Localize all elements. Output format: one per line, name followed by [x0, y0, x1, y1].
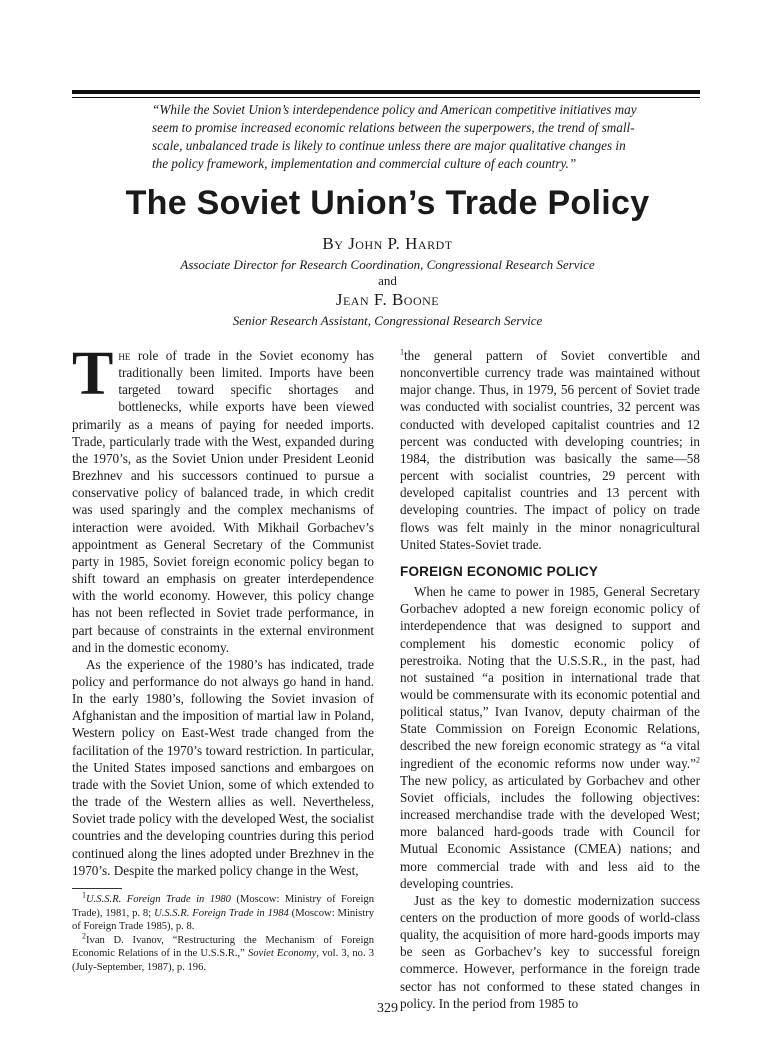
- first-word-rest: he: [118, 348, 131, 363]
- footnote-1-source-a: U.S.S.R. Foreign Trade in 1980: [86, 894, 231, 905]
- footnote-2: [72, 931, 374, 975]
- section-heading: FOREIGN ECONOMIC POLICY: [400, 563, 599, 579]
- footnote-1: [72, 890, 375, 934]
- paragraph-2: [72, 656, 374, 879]
- paragraph-2-cont: [400, 347, 700, 553]
- header-rule-thick: [72, 90, 700, 94]
- footnotes: [72, 890, 375, 975]
- footnote-2-text-a: Ivan D. Ivanov, “Restructuring the Mechanism of Foreign Economic Relations of in the U.S.S.R.,”: [72, 934, 374, 960]
- epigraph: “While the Soviet Union’s interdependence policy and American competitive initiatives may seem to promise increased economic relations between the superpowers, the trend of small-scale, unbalanced trade is likely to continue unless there are major qualitative changes in the policy framework, implementation and commercial culture of each country.”: [152, 102, 637, 171]
- paragraph-1-text: role of trade in the Soviet economy has traditionally been limited. Imports have been targeted toward specific shortages and bottlenecks, while exports have been viewed primarily as a means of paying for needed imports. Trade, particularly trade with the West, expanded during the 1970’s, as the Soviet Union under President Leonid Brezhnev and his successors continued to pursue a conservative policy of balanced trade, in which credit was used sparingly and the complex mechanisms of interaction were avoided. With Mikhail Gorbachev’s appointment as General Secretary of the Communist party in 1985, Soviet foreign economic policy began to shift toward an emphasis on greater interdependence with the world economy. However, this policy change has not been reflected in Soviet trade performance, in part because of constraints in the external environment and in the domestic economy.: [72, 348, 374, 655]
- footnote-ref-2: 2: [696, 755, 700, 765]
- paragraph-3-text: When he came to power in 1985, General Secretary Gorbachev adopted a new foreign economic policy of interdependence that was designed to support and complement his domestic economic policy of perestroika. Noting that the U.S.S.R., in the past, had not sustained “a position in international trade that would be commensurate with its economic potential and political status,” Ivan Ivanov, deputy chairman of the State Commission on Foreign Economic Relations, described the new foreign economic strategy as “a vital ingredient of the economic reforms now under way.”: [400, 584, 700, 771]
- footnote-1-source-b: U.S.S.R. Foreign Trade in 1984: [154, 907, 289, 919]
- author-1-affiliation: Associate Director for Research Coordination, Congressional Research Service: [180, 257, 595, 272]
- footnote-2-text-b: , vol. 3, no. 3 (July-September, 1987), p. 196.: [72, 948, 374, 973]
- footnote-1-pub-a: (Moscow: Ministry of Foreign Trade), 1981, p. 8;: [72, 894, 374, 919]
- paragraph-3: [400, 583, 700, 892]
- footnote-2-journal: Soviet Economy: [247, 948, 317, 960]
- footnote-1-pub-b: (Moscow: Ministry of Foreign Trade 1985), p. 8.: [72, 907, 375, 933]
- footnote-ref-1: 1: [400, 347, 404, 357]
- left-column: [72, 340, 374, 879]
- author-1-byline: [0, 234, 775, 254]
- footnote-2-marker: 2: [82, 931, 86, 941]
- header-rule-thin: [72, 97, 700, 98]
- author-1-name: John P. Hardt: [348, 234, 453, 253]
- page-number: 329: [377, 1001, 398, 1016]
- drop-cap: T: [72, 340, 114, 408]
- paragraph-4: Just as the key to domestic modernization success centers on the production of more goods of world-class quality, the acquisition of more hard-goods imports may be seen as Gorbachev’s key to successful foreign commerce. However, performance in the foreign trade sector has not conformed to these stated changes in policy. In the period from 1985 to: [400, 892, 700, 1011]
- paragraph-2-text: As the experience of the 1980’s has indicated, trade policy and performance do not always go hand in hand. In the early 1980’s, following the Soviet invasion of Afghanistan and the imposition of martial law in Poland, Western policy on East-West trade changed from the facilitation of the 1970’s toward restriction. In particular, the United States imposed sanctions and embargoes on trade with the Soviet Union, some of which extended to the trade of the Western allies as well. Nevertheless, Soviet trade policy with the developed West, the socialist countries and the developing countries during this period continued along the lines adopted under Brezhnev in the 1970’s. Despite the marked policy change in the West,: [72, 656, 374, 878]
- author-2-name: Jean F. Boone: [335, 290, 440, 309]
- article-title: The Soviet Union’s Trade Policy: [125, 184, 650, 222]
- paragraph-1: [72, 340, 374, 656]
- paragraph-3-tail: The new policy, as articulated by Gorbachev and other Soviet officials, includes the following objectives: increased merchandise trade with the developed West; more balanced hard-goods trade with Council for Mutual Economic Assistance (CMEA) nations; and more commercial trade with and less aid to the developing countries.: [400, 772, 700, 891]
- by-prefix: By: [322, 234, 344, 253]
- paragraph-2-tail: the general pattern of Soviet convertible and nonconvertible currency trade was maintained without major change. Thus, in 1979, 56 percent of Soviet trade was conducted with socialist countries, 32 percent was conducted with developed capitalist countries and 12 percent was conducted with developing countries; in 1984, the distribution was basically the same—58 percent with socialist countries, 29 percent with developed capitalist countries and 13 percent with developing countries. The impact of policy on trade flows was felt mainly in the minor nonagricultural United States-Soviet trade.: [400, 348, 700, 552]
- author-2-affiliation: Senior Research Assistant, Congressional Research Service: [232, 313, 543, 328]
- footnote-rule: [72, 888, 122, 889]
- and-label: and: [378, 273, 397, 288]
- right-column: [400, 347, 700, 1012]
- footnote-1-marker: 1: [82, 890, 86, 900]
